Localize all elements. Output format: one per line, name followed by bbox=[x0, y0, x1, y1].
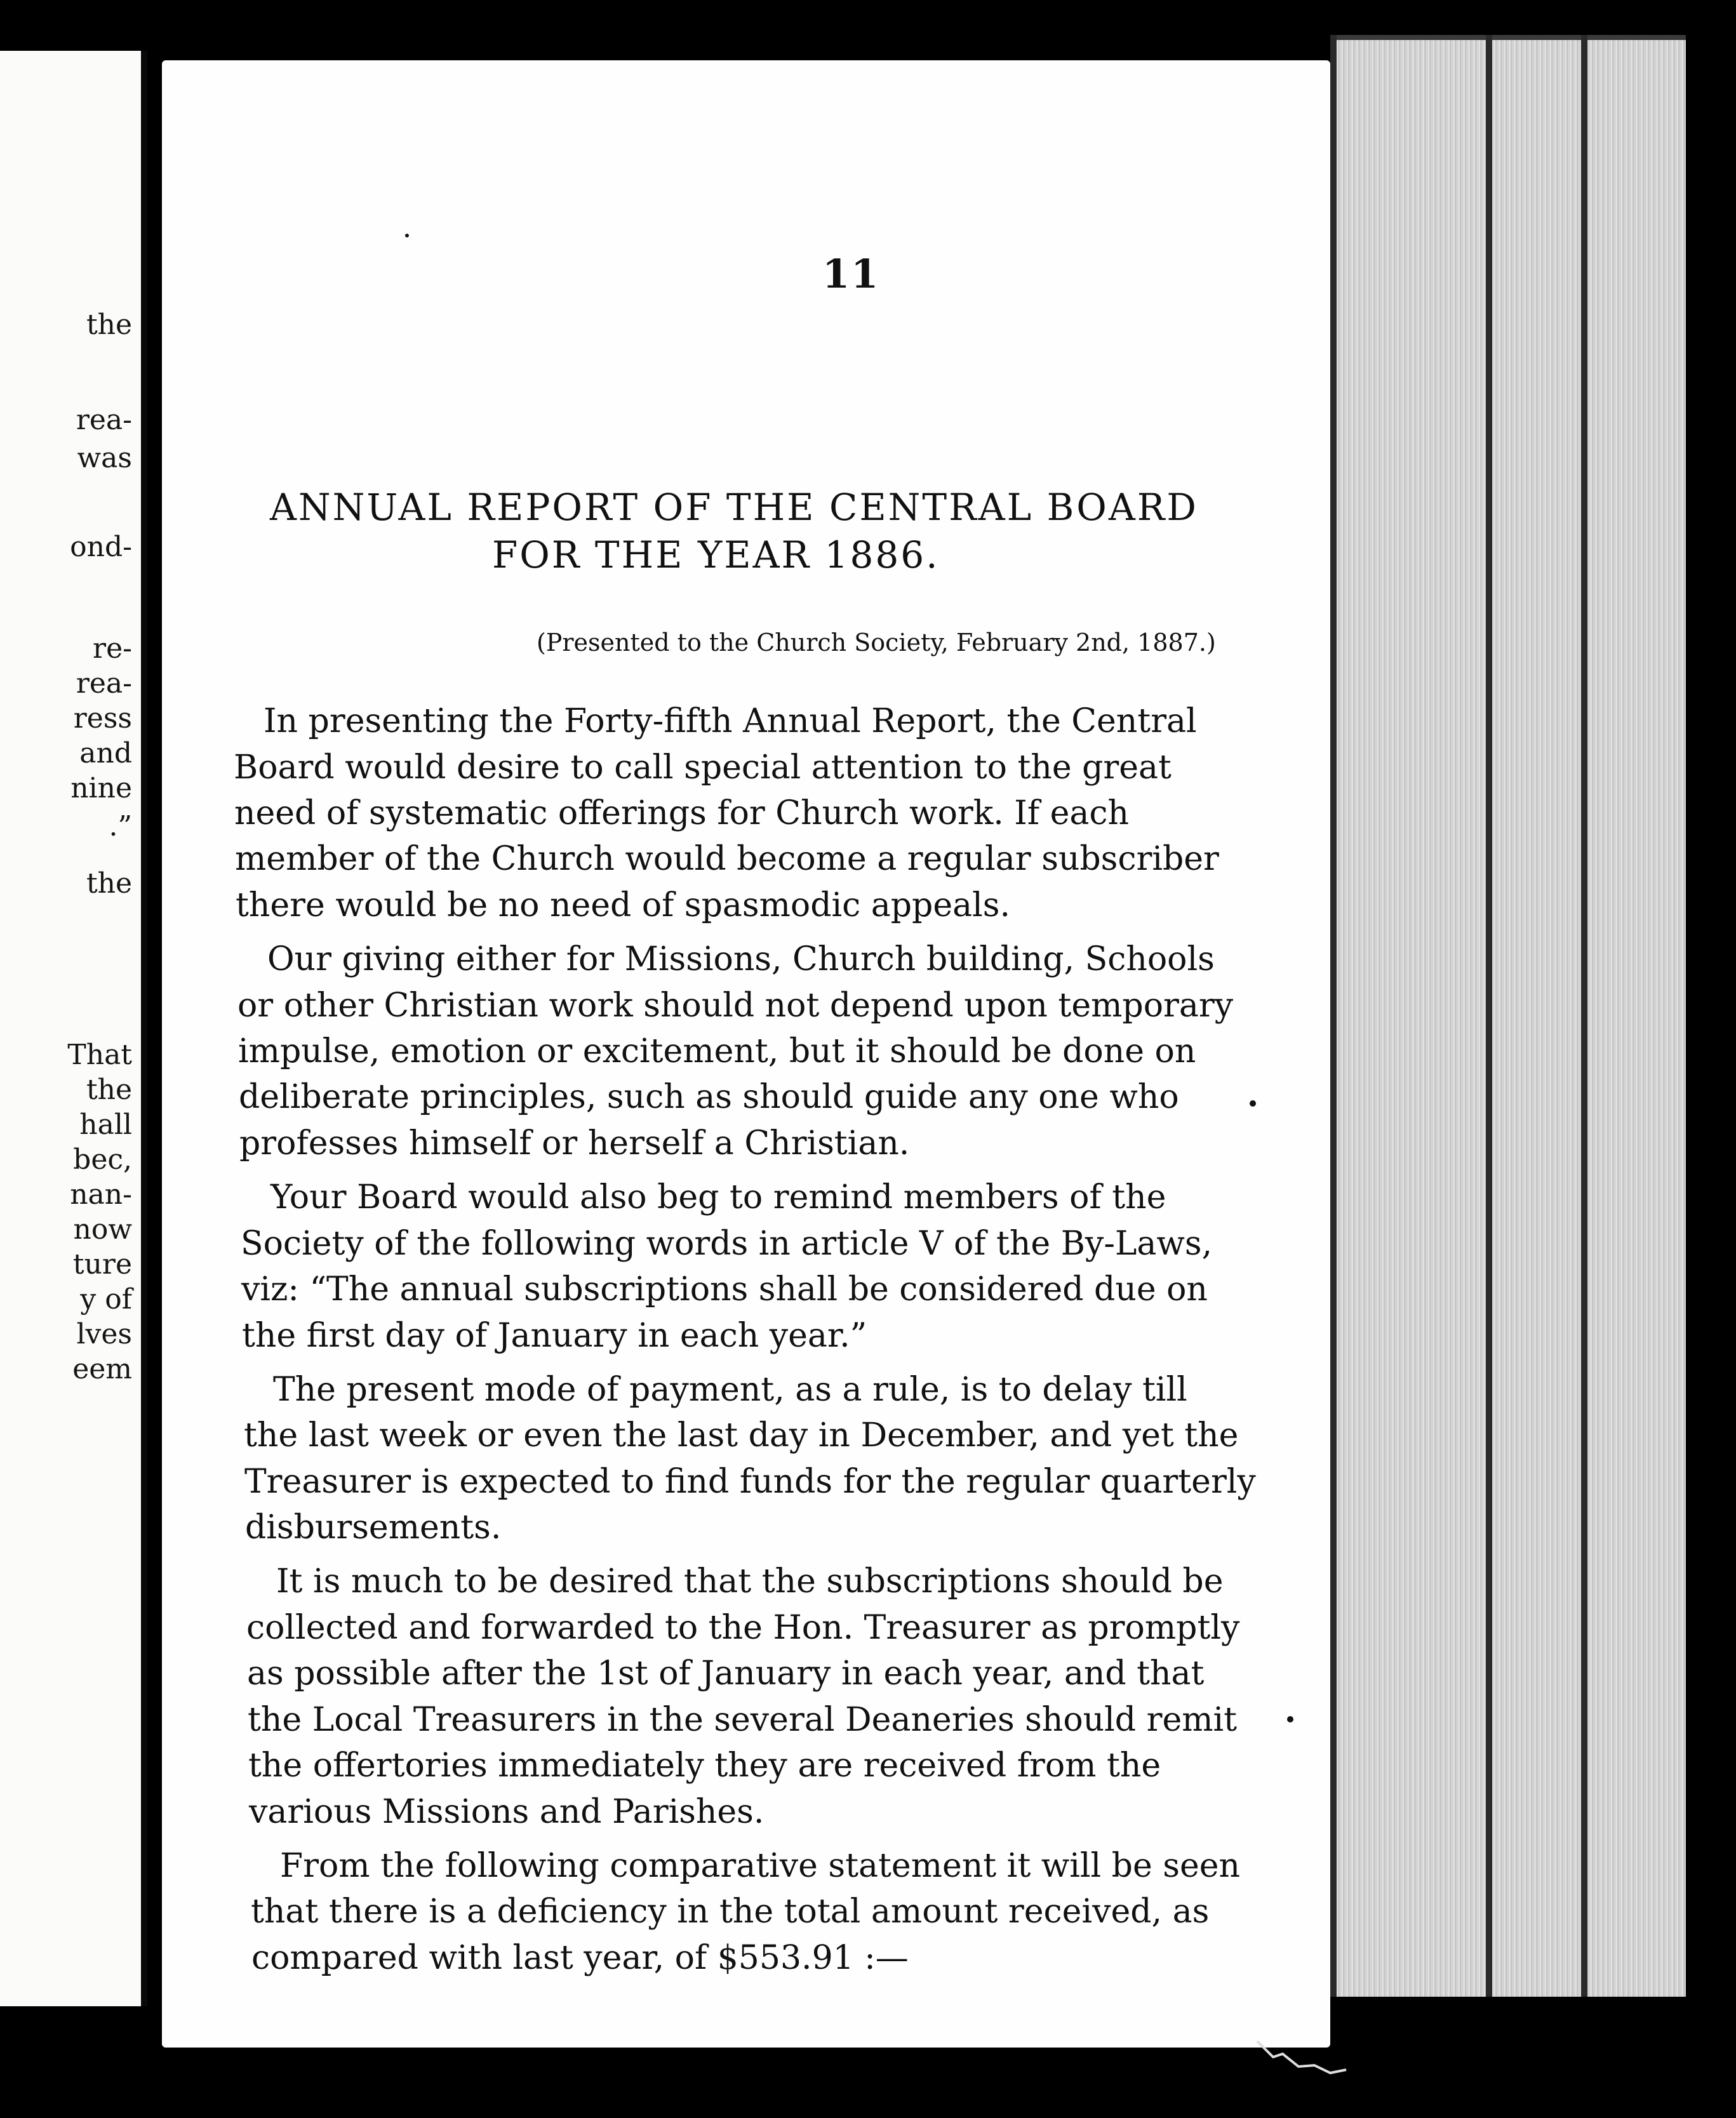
report-title-line-1: ANNUAL REPORT OF THE CENTRAL BOARD bbox=[270, 486, 1198, 529]
left-page-text-fragment: the bbox=[86, 309, 132, 341]
left-page-text-fragment: re- bbox=[93, 632, 132, 665]
body-text-line: The present mode of payment, as a rule, is to delay till bbox=[273, 1371, 1187, 1409]
scan-speck bbox=[1250, 1100, 1256, 1107]
body-text-line: deliberate principles, such as should guide any one who bbox=[239, 1078, 1179, 1116]
body-text-line: there would be no need of spasmodic appeals. bbox=[236, 886, 1010, 924]
main-page bbox=[162, 60, 1330, 2048]
body-text-line: or other Christian work should not depend upon temporary bbox=[237, 987, 1234, 1025]
page-edge-divider bbox=[1486, 35, 1492, 1997]
left-page-text-fragment: .” bbox=[109, 810, 132, 843]
left-page-text-fragment: y of bbox=[80, 1283, 132, 1315]
body-text-line: the offertories immediately they are received from the bbox=[248, 1747, 1161, 1785]
left-page-text-fragment: nan- bbox=[70, 1178, 132, 1211]
body-text-line: disbursements. bbox=[245, 1509, 502, 1547]
body-text-line: professes himself or herself a Christian. bbox=[239, 1124, 910, 1162]
left-facing-page bbox=[0, 51, 147, 2006]
body-text-line: Your Board would also beg to remind members of the bbox=[270, 1178, 1166, 1216]
body-text-line: various Missions and Parishes. bbox=[249, 1793, 765, 1831]
left-page-text-fragment: That bbox=[67, 1039, 132, 1071]
left-page-text-fragment: nine bbox=[70, 772, 132, 804]
body-text-line: Treasurer is expected to find funds for the regular quarterly bbox=[244, 1463, 1256, 1501]
left-page-text-fragment: ond- bbox=[70, 531, 132, 563]
page-edge-top bbox=[1330, 35, 1686, 40]
left-page-text-fragment: eem bbox=[72, 1353, 132, 1385]
left-page-text-fragment: the bbox=[86, 1074, 132, 1106]
body-text-line: the last week or even the last day in December, and yet the bbox=[244, 1416, 1239, 1455]
body-text-line: collected and forwarded to the Hon. Treasurer as promptly bbox=[246, 1609, 1240, 1647]
body-text-line: Board would desire to call special attention to the great bbox=[234, 749, 1172, 787]
body-text-line: viz: “The annual subscriptions shall be considered due on bbox=[241, 1270, 1208, 1309]
body-text-line: need of systematic offerings for Church work. If each bbox=[234, 794, 1130, 832]
body-text-line: member of the Church would become a regular subscriber bbox=[235, 840, 1219, 878]
page-edge-divider bbox=[1330, 35, 1337, 1997]
body-text-line: compared with last year, of $553.91 :— bbox=[251, 1939, 909, 1977]
page-edge-divider bbox=[1581, 35, 1587, 1997]
report-subtitle: (Presented to the Church Society, February 2nd, 1887.) bbox=[537, 629, 1216, 656]
left-page-text-fragment: rea- bbox=[76, 667, 132, 700]
left-page-text-fragment: and bbox=[79, 737, 132, 769]
left-page-text-fragment: was bbox=[77, 442, 132, 474]
report-title-line-2: FOR THE YEAR 1886. bbox=[492, 533, 940, 576]
body-text-line: the first day of January in each year.” bbox=[242, 1317, 867, 1355]
body-text-line: that there is a deficiency in the total amount received, as bbox=[251, 1893, 1210, 1931]
left-page-text-fragment: hall bbox=[79, 1109, 132, 1141]
left-page-text-fragment: rea- bbox=[76, 404, 132, 436]
body-text-line: Society of the following words in article V of the By-Laws, bbox=[241, 1225, 1213, 1263]
left-page-text-fragment: the bbox=[86, 867, 132, 900]
scan-speck bbox=[405, 234, 409, 237]
book-page-edges bbox=[1330, 35, 1686, 1997]
page-number: 11 bbox=[822, 251, 880, 297]
body-text-line: Our giving either for Missions, Church building, Schools bbox=[267, 940, 1215, 978]
scan-artifact-scribble bbox=[1254, 2035, 1349, 2079]
body-text-line: In presenting the Forty-fifth Annual Report, the Central bbox=[264, 702, 1197, 740]
body-text-line: as possible after the 1st of January in each year, and that bbox=[247, 1655, 1205, 1693]
left-page-text-fragment: ture bbox=[72, 1248, 132, 1281]
left-page-text-fragment: lves bbox=[76, 1318, 132, 1350]
left-page-text-fragment: now bbox=[73, 1213, 132, 1246]
body-text-line: the Local Treasurers in the several Deaneries should remit bbox=[248, 1701, 1238, 1739]
left-page-text-fragment: bec, bbox=[73, 1143, 132, 1176]
body-text-line: From the following comparative statement it will be seen bbox=[280, 1847, 1240, 1885]
body-text-line: impulse, emotion or excitement, but it should be done on bbox=[238, 1032, 1196, 1070]
body-text-line: It is much to be desired that the subscriptions should be bbox=[276, 1562, 1224, 1601]
left-page-text-fragment: ress bbox=[73, 702, 132, 735]
scan-speck bbox=[1287, 1716, 1293, 1722]
